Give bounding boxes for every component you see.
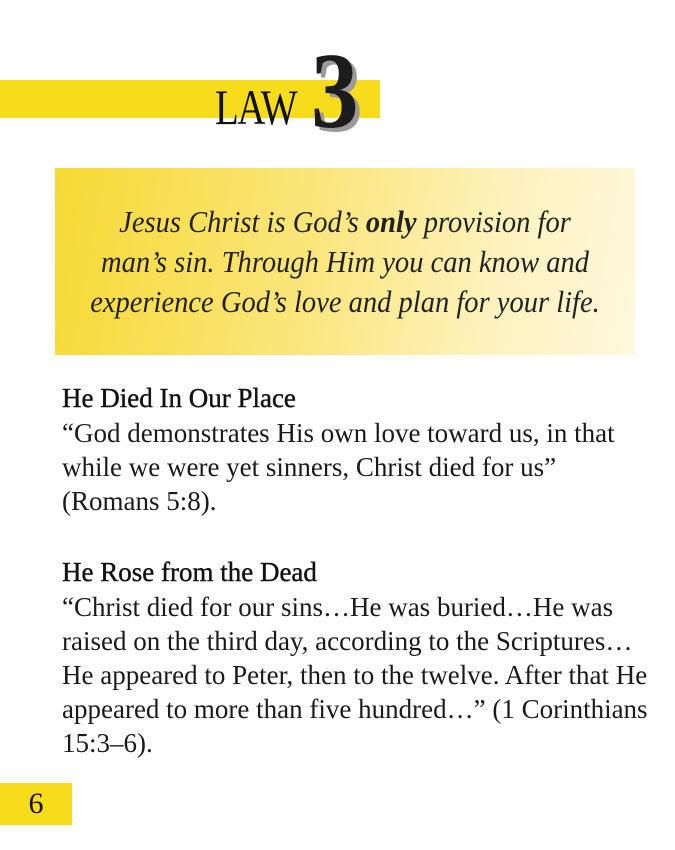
section-rose-from-the-dead <box>62 556 652 760</box>
law-summary-box <box>55 168 635 355</box>
section-died-in-our-place <box>62 382 652 518</box>
summary-text-start: Jesus Christ is God’s <box>119 203 366 239</box>
law-summary-text <box>87 202 602 322</box>
law-word: LAW <box>215 79 296 135</box>
section-heading: He Died In Our Place <box>62 383 296 413</box>
section-body: “God demonstrates His own love toward us, in that while we were yet sinners, Christ died for us” (Romans 5:8). <box>62 418 615 516</box>
law-title <box>215 34 365 154</box>
section-body: “Christ died for our sins…He was buried…He was raised on the third day, according to the Scriptures…He appeared to Peter, then to the twelve. After that He appeared to more than five hundred…” (1 Corinthians 15:3–6). <box>62 592 648 758</box>
law-number: 3 <box>311 32 359 151</box>
section-heading: He Rose from the Dead <box>62 557 317 587</box>
summary-emphasis: only <box>365 203 417 239</box>
page-number: 6 <box>28 787 44 820</box>
summary-text-end: provision for man’s sin. Through Him you can know and experience God’s love and plan for your life. <box>90 203 600 319</box>
page-number-box <box>0 783 72 825</box>
